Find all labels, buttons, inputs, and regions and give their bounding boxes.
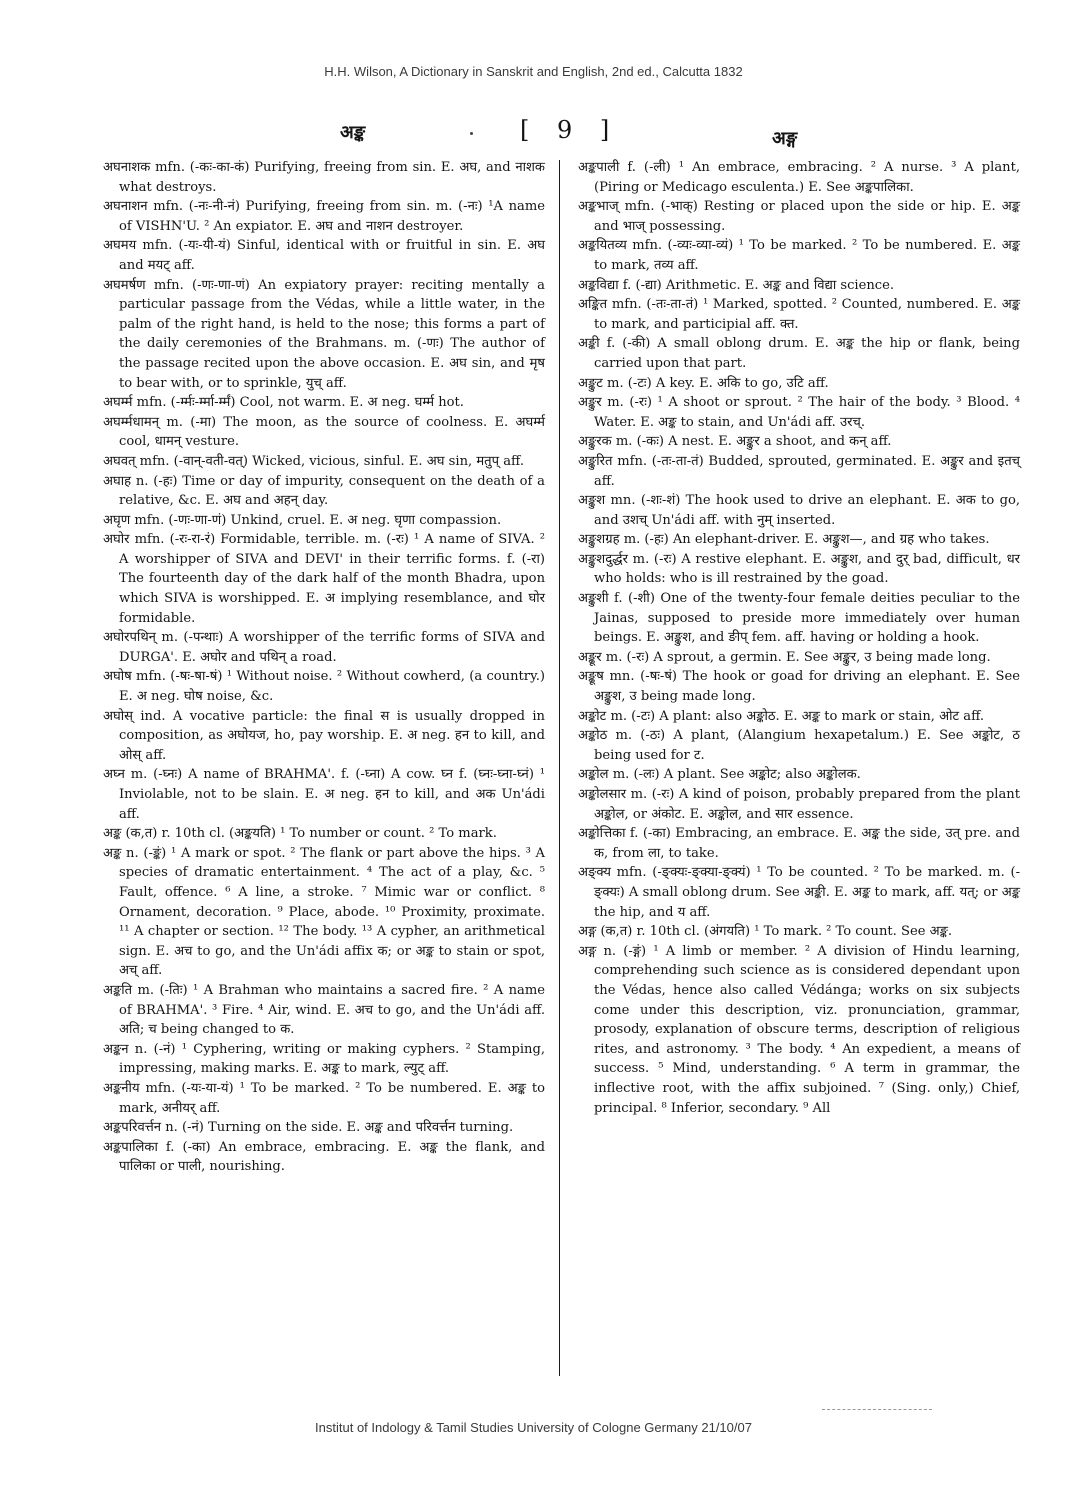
dictionary-entry: अघोष mfn. (-षः-षा-षं) ¹ Without noise. ² Without cowherd, (a country.) E. अ neg. घोष noise, &c. xyxy=(103,669,545,705)
dictionary-entry: अघमय mfn. (-यः-यी-यं) Sinful, identical with or fruitful in sin. E. अघ and मयट् aff. xyxy=(103,238,545,273)
dictionary-entry: अङ्ग n. (-ङ्गं) ¹ A limb or member. ² A division of Hindu learning, comprehending such science as is considered dependant upon the Védas, hence also called Védánga; works on six subjects come under this description, viz. pronunciation, grammar, prosody, explanation of obscure terms, description of religious rites, and astronomy. ³ The body. ⁴ An expedient, a means of success. ⁵ Mind, understanding. ⁶ A term in grammar, the inflective root, with the affix subjoined. ⁷ (Sing. only,) Chief, principal. ⁸ Inferior, secondary. ⁹ All xyxy=(578,943,1020,1116)
dictionary-entry: अङ्क n. (-ङ्कं) ¹ A mark or spot. ² The flank or part above the hips. ³ A species of dramatic entertainment. ⁴ The act of a play, &c. ⁵ Fault, offence. ⁶ A line, a stroke. ⁷ Mimic war or conflict. ⁸ Ornament, decoration. ⁹ Place, abode. ¹⁰ Proximity, proximate. ¹¹ A chapter or section. ¹² The body. ¹³ A cypher, an arithmetical sign. E. अच to go, and the Un'ádi affix क; or अङ्क to stain or spot, अच् aff. xyxy=(103,845,545,979)
dictionary-entry: अङ्क्य mfn. (-ङ्क्यः-ङ्क्या-ङ्क्यं) ¹ To be counted. ² To be marked. m. (-ङ्क्यः) A small oblong drum. See अङ्की. E. अङ्क to mark, aff. यत्; or अङ्क the hip, and य aff. xyxy=(578,865,1020,920)
page-number: [ 9 ] xyxy=(520,116,620,144)
dictionary-entry: अङ्कनीय mfn. (-यः-या-यं) ¹ To be marked. ² To be numbered. E. अङ्क to mark, अनीयर् aff. xyxy=(103,1080,545,1116)
dictionary-entry: अङ्कुशदुर्द्धर m. (-रः) A restive elephant. E. अङ्कुश, and दुर् bad, difficult, धर who holds: who is ill restrained by the goad. xyxy=(578,551,1020,587)
dictionary-entry: अघोर mfn. (-रः-रा-रं) Formidable, terrible. m. (-रः) ¹ A name of SIVA. ² A worshipper of SIVA and DEVI' in their terrific forms. f. (-रा) The fourteenth day of the dark half of the month Bhadra, upon which SIVA is worshipped. E. अ implying resemblance, and घोर formidable. xyxy=(103,532,545,626)
dictionary-entry: अङ्कभाज् mfn. (-भाक्) Resting or placed upon the side or hip. E. अङ्क and भाज् possessing. xyxy=(578,199,1020,234)
dictionary-entry: अङ्कोत्तिका f. (-का) Embracing, an embrace. E. अङ्क the side, उत् pre. and क, from ला, to take. xyxy=(578,826,1020,861)
dictionary-entry: अङ्कुशग्रह m. (-हः) An elephant-driver. E. अङ्कुश—, and ग्रह who takes. xyxy=(578,532,990,548)
running-head-right: अङ्ग xyxy=(772,128,798,149)
dictionary-entry: अघर्म्मधामन् m. (-मा) The moon, as the source of coolness. E. अघर्म्म cool, धामन् vesture. xyxy=(103,414,545,450)
scan-mark xyxy=(822,1409,932,1410)
dictionary-entry: अङ्कपालिका f. (-का) An embrace, embracing. E. अङ्क the flank, and पालिका or पाली, nourishing. xyxy=(103,1139,545,1175)
dictionary-entry: अङ्कोट m. (-टः) A plant: also अङ्कोठ. E. अङ्क to mark or stain, ओट aff. xyxy=(578,708,985,724)
column-divider xyxy=(559,160,560,1376)
dictionary-entry: अघ्न m. (-घ्नः) A name of BRAHMA'. f. (-घ्ना) A cow. घ्न f. (घ्नः-घ्ना-घ्नं) ¹ Inviolable, not to be slain. E. अ neg. हन to kill, and अक Un'ádi aff. xyxy=(103,767,545,822)
dictionary-entry: अघर्म्म mfn. (-र्म्मः-र्म्मा-र्म्मं) Cool, not warm. E. अ neg. घर्म्म hot. xyxy=(103,395,464,411)
dictionary-entry: अघवत् mfn. (-वान्-वती-वत्) Wicked, vicious, sinful. E. अघ sin, मतुप् aff. xyxy=(103,453,525,469)
dictionary-entry: अघमर्षण mfn. (-णः-णा-णं) An expiatory prayer: reciting mentally a particular passage from the Védas, while a little water, in the palm of the right hand, is held to the nose; this forms a part of the daily ceremonies of the Brahmans. m. (-णः) The author of the passage recited upon the above occasion. E. अघ sin, and मृष to bear with, or to sprinkle, युच् aff. xyxy=(103,277,545,391)
dictionary-entry: अङ्कोठ m. (-ठः) A plant, (Alangium hexapetalum.) E. See अङ्कोट, ठ being used for ट. xyxy=(578,728,1020,763)
dictionary-entry: अङ्कुरक m. (-कः) A nest. E. अङ्कुर a shoot, and कन् aff. xyxy=(578,434,892,450)
dictionary-entry: अङ्कोल m. (-लः) A plant. See अङ्कोट; also अङ्कोलक. xyxy=(578,767,861,783)
dictionary-entry: अङ्कुश mn. (-शः-शं) The hook used to drive an elephant. E. अक to go, and उशच् Un'ádi aff. with नुम् inserted. xyxy=(578,493,1020,528)
dictionary-entry: अङ्कुर m. (-रः) ¹ A shoot or sprout. ² The hair of the body. ³ Blood. ⁴ Water. E. अङ्क to stain, and Un'ádi aff. उरच्. xyxy=(578,395,1020,430)
dictionary-entry: अङ्कन n. (-नं) ¹ Cyphering, writing or making cyphers. ² Stamping, impressing, making marks. E. अङ्क to mark, ल्युट् aff. xyxy=(103,1041,545,1077)
dictionary-entry: अघोरपथिन् m. (-पन्थाः) A worshipper of the terrific forms of SIVA and DURGA'. E. अघोर and पथिन् a road. xyxy=(103,630,545,665)
dictionary-entry: अङ्कूर m. (-रः) A sprout, a germin. E. See अङ्कुर, उ being made long. xyxy=(578,649,991,665)
dictionary-entry: अङ्कोलसार m. (-रः) A kind of poison, probably prepared from the plant अङ्कोल, or अंकोट. E. अङ्कोल, and सार essence. xyxy=(578,787,1020,822)
footer-caption: Institut of Indology & Tamil Studies University of Cologne Germany 21/10/07 xyxy=(315,1420,752,1435)
dictionary-entry: अघाह n. (-हः) Time or day of impurity, consequent on the death of a relative, &c. E. अघ and अहन् day. xyxy=(103,473,545,509)
dictionary-entry: अङ्कविद्या f. (-द्या) Arithmetic. E. अङ्क and विद्या science. xyxy=(578,277,895,293)
running-head-left: अङ्क xyxy=(340,122,366,143)
dictionary-entry: अङ्कुट m. (-टः) A key. E. अकि to go, उटि aff. xyxy=(578,375,829,391)
left-column xyxy=(103,158,545,1177)
dictionary-entry: अङ्कति m. (-तिः) ¹ A Brahman who maintains a sacred fire. ² A name of BRAHMA'. ³ Fire. ⁴ Air, wind. E. अच to go, and the Un'ádi aff. अति; च being changed to क. xyxy=(103,982,545,1038)
dictionary-entry: अङ्ग (क,त) r. 10th cl. (अंगयति) ¹ To mark. ² To count. See अङ्क. xyxy=(578,924,953,940)
header-caption: H.H. Wilson, A Dictionary in Sanskrit and English, 2nd ed., Calcutta 1832 xyxy=(324,64,743,79)
dictionary-entry: अघनाशक mfn. (-कः-का-कं) Purifying, freeing from sin. E. अघ, and नाशक what destroys. xyxy=(103,160,545,195)
running-head xyxy=(0,112,1067,148)
dictionary-entry: अघृण mfn. (-णः-णा-णं) Unkind, cruel. E. अ neg. घृणा compassion. xyxy=(103,512,502,528)
dictionary-entry: अघोस् ind. A vocative particle: the final स is usually dropped in composition, as अघोयज, ho, pay worship. E. अ neg. हन to kill, and ओस् aff. xyxy=(103,708,545,763)
dictionary-entry: अङ्कपरिवर्त्तन n. (-नं) Turning on the side. E. अङ्क and परिवर्त्तन turning. xyxy=(103,1120,514,1136)
dictionary-entry: अङ्क (क,त) r. 10th cl. (अङ्कयति) ¹ To number or count. ² To mark. xyxy=(103,826,497,842)
running-head-dot xyxy=(470,132,473,135)
dictionary-entry: अङ्कित mfn. (-तः-ता-तं) ¹ Marked, spotted. ² Counted, numbered. E. अङ्क to mark, and participial aff. क्त. xyxy=(578,297,1020,332)
right-column xyxy=(578,158,1020,1118)
dictionary-entry: अङ्कुशी f. (-शी) One of the twenty-four female deities peculiar to the Jainas, supposed to preside more immediately over human beings. E. अङ्कुश, and ङीप् fem. aff. having or holding a hook. xyxy=(578,591,1020,646)
dictionary-entry: अङ्कुरित mfn. (-तः-ता-तं) Budded, sprouted, germinated. E. अङ्कुर and इतच् aff. xyxy=(578,453,1020,489)
dictionary-entry: अङ्कपाली f. (-ली) ¹ An embrace, embracing. ² A nurse. ³ A plant, (Piring or Medicago esculenta.) E. See अङ्कपालिका. xyxy=(578,160,1020,195)
dictionary-entry: अङ्की f. (-की) A small oblong drum. E. अङ्क the hip or flank, being carried upon that part. xyxy=(578,336,1020,371)
dictionary-entry: अङ्कूष mn. (-षः-षं) The hook or goad for driving an elephant. E. See अङ्कुश, उ being made long. xyxy=(578,669,1020,705)
dictionary-entry: अघनाशन mfn. (-नः-नी-नं) Purifying, freeing from sin. m. (-नः) ¹A name of VISHN'U. ² An expiator. E. अघ and नाशन destroyer. xyxy=(103,199,545,234)
dictionary-entry: अङ्कयितव्य mfn. (-व्यः-व्या-व्यं) ¹ To be marked. ² To be numbered. E. अङ्क to mark, तव्य aff. xyxy=(578,238,1020,273)
